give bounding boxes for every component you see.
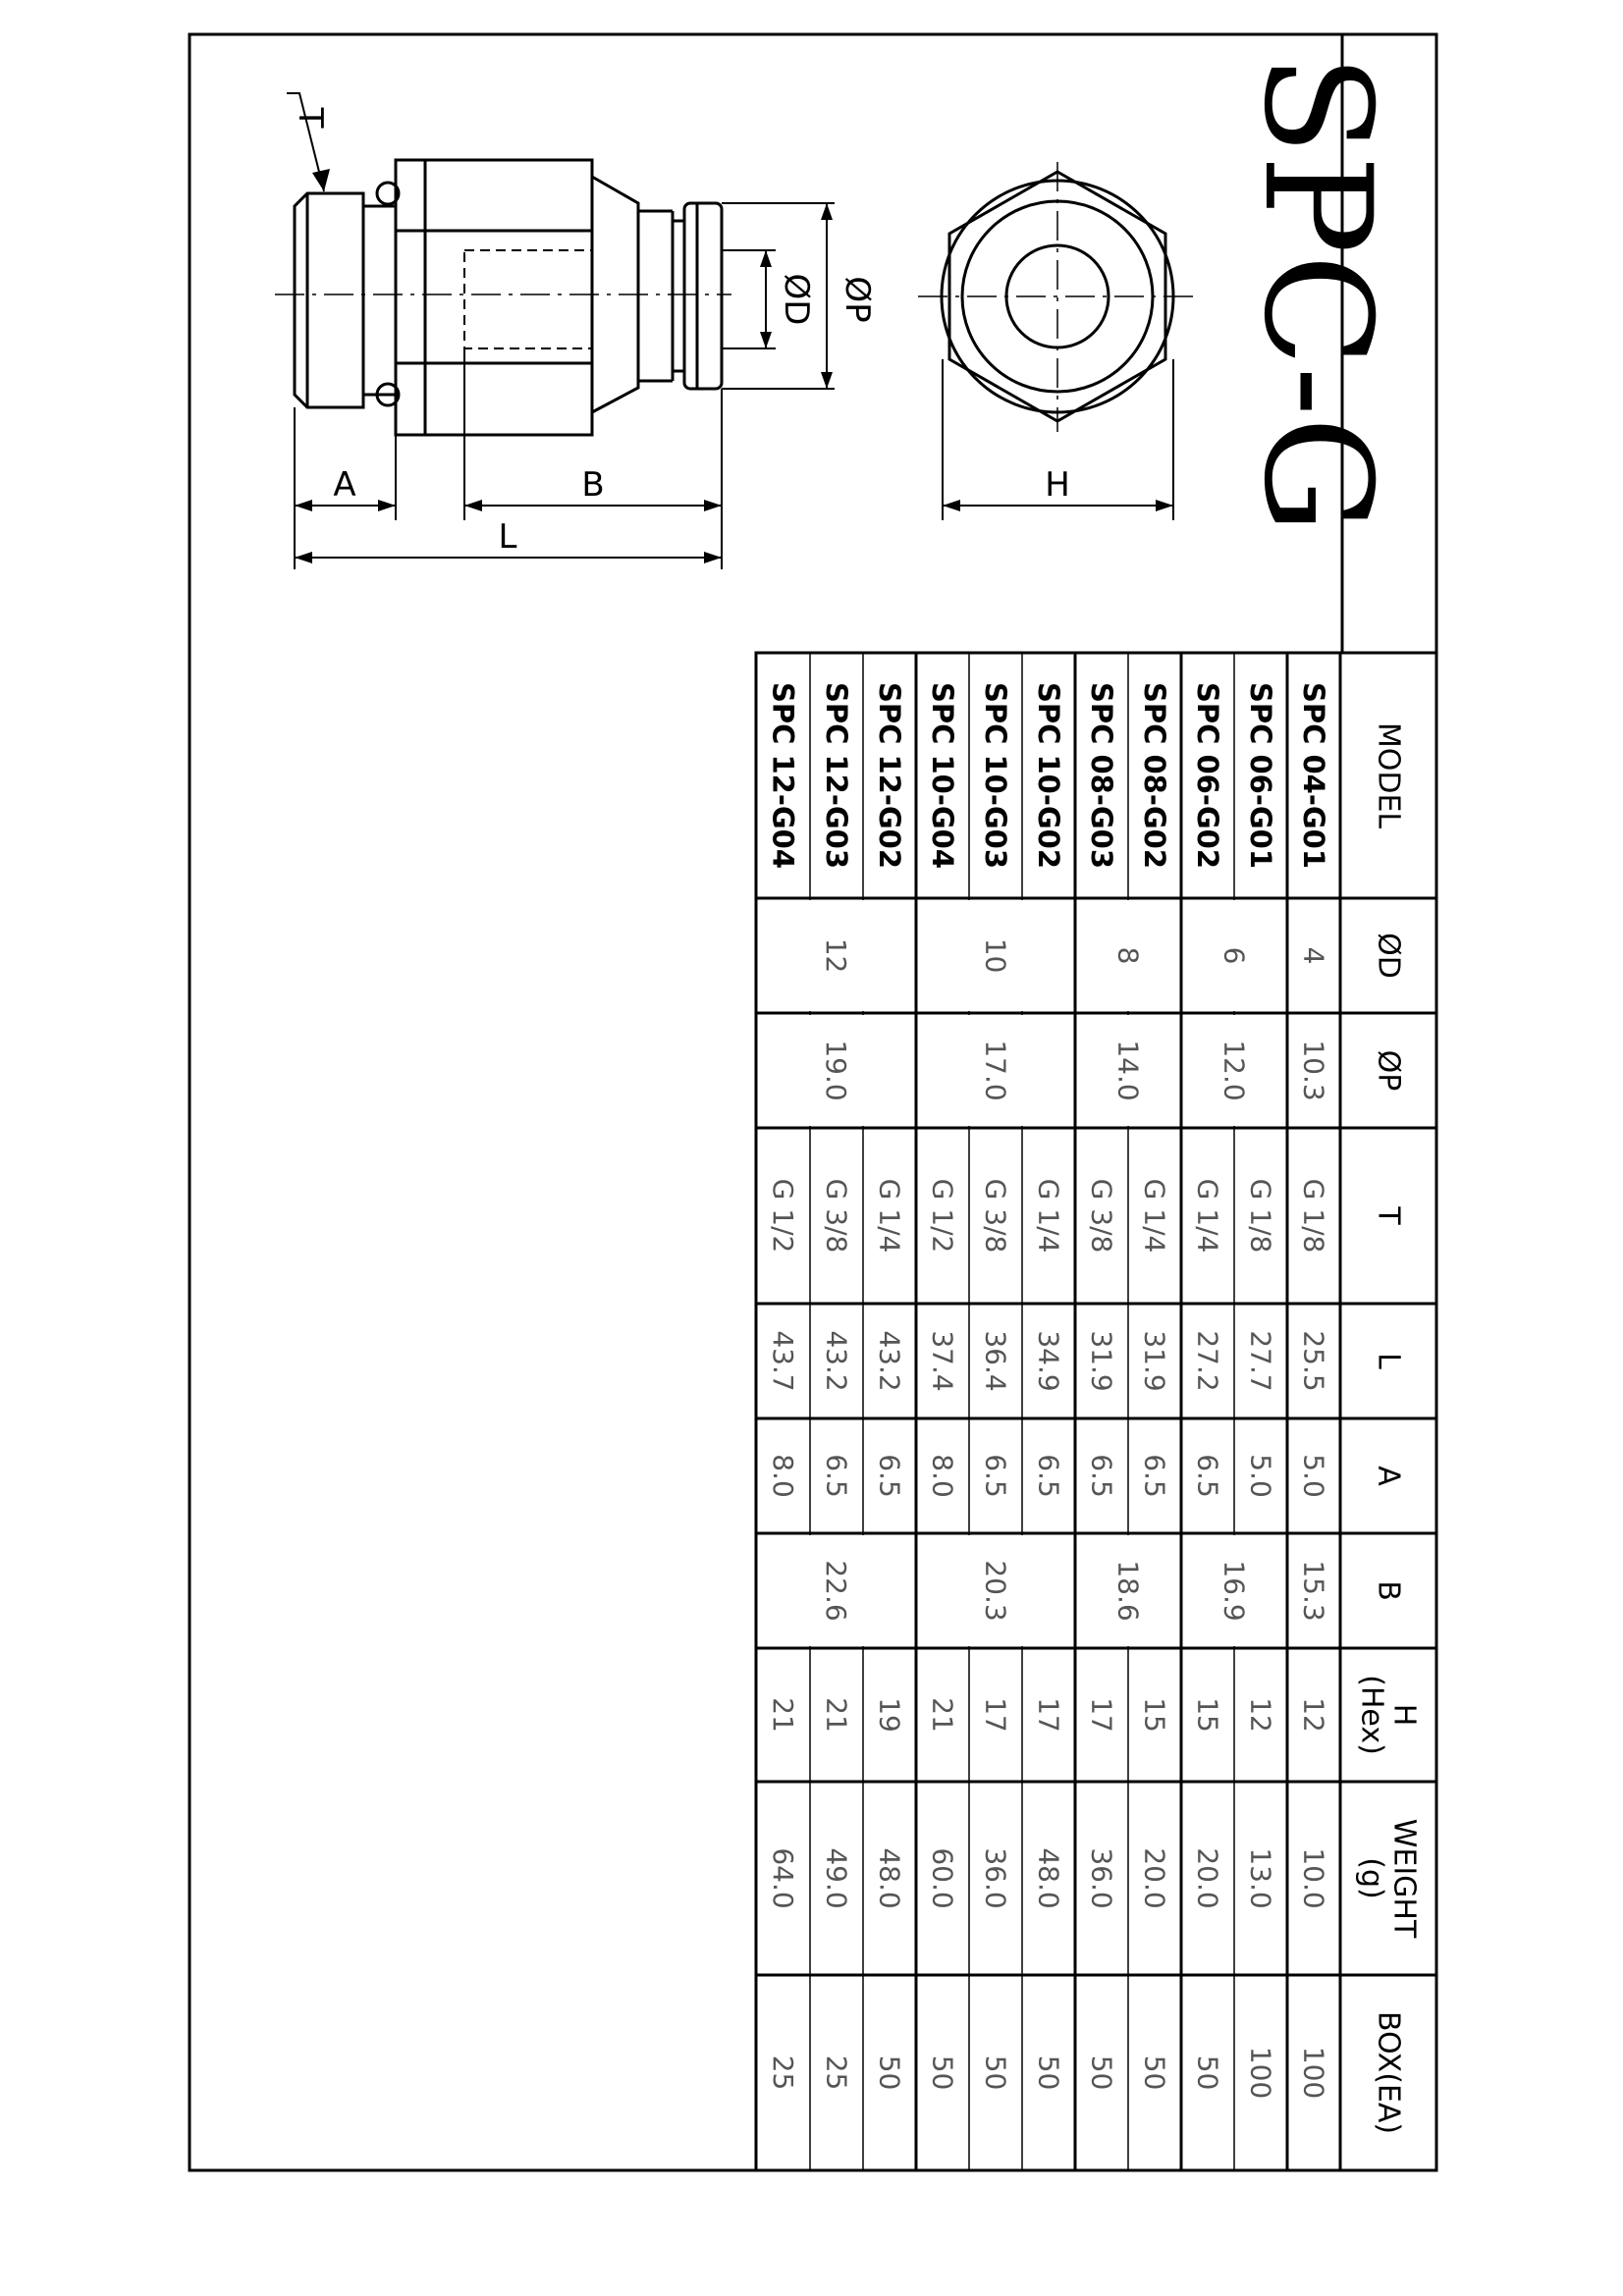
table-header-5: A xyxy=(1371,1466,1406,1486)
table-cell: 20.0 xyxy=(1138,1847,1171,1909)
table-cell: 50 xyxy=(1138,2055,1171,2091)
table-header-6: B xyxy=(1371,1580,1406,1601)
table-cell: 19 xyxy=(873,1697,906,1733)
table-cell: 21 xyxy=(767,1697,799,1733)
table-merged-cell: 22.6 xyxy=(820,1560,852,1622)
table-merged-cell: 10 xyxy=(979,937,1012,974)
table-cell: 6.5 xyxy=(873,1454,906,1498)
table-cell: G 1/2 xyxy=(767,1178,799,1254)
table-header-4: L xyxy=(1371,1353,1406,1369)
table-header-3: T xyxy=(1371,1206,1406,1225)
table-cell: 15 xyxy=(1138,1697,1171,1733)
table-cell: 100 xyxy=(1297,2046,1330,2100)
table-cell: 21 xyxy=(926,1697,959,1733)
table-cell: 25.5 xyxy=(1297,1330,1330,1392)
table-cell: 8.0 xyxy=(926,1454,959,1498)
table-cell: 64.0 xyxy=(767,1847,799,1909)
table-merged-cell: 19.0 xyxy=(820,1040,852,1101)
table-cell: 36.0 xyxy=(979,1847,1012,1909)
table-merged-cell: 8 xyxy=(1111,946,1145,965)
table-cell: 6.5 xyxy=(1085,1454,1118,1498)
table-model-cell: SPC 10-G04 xyxy=(926,681,959,870)
table-cell: 13.0 xyxy=(1244,1847,1277,1909)
dim-label-b: B xyxy=(581,465,605,505)
dim-label-t: T xyxy=(291,107,330,129)
table-merged-cell: 14.0 xyxy=(1111,1040,1145,1101)
table-merged-cell: 17.0 xyxy=(979,1040,1012,1101)
table-cell: 6.5 xyxy=(1191,1454,1224,1498)
dim-label-h: H xyxy=(1045,465,1070,505)
table-cell: 5.0 xyxy=(1297,1454,1330,1498)
table-cell: G 3/8 xyxy=(820,1178,853,1254)
table-cell: 50 xyxy=(1032,2055,1065,2091)
table-cell: 6.5 xyxy=(1032,1454,1065,1498)
table-cell: 20.0 xyxy=(1191,1847,1224,1909)
table-cell: 48.0 xyxy=(1032,1847,1065,1909)
table-cell: 25 xyxy=(820,2055,853,2091)
table-model-cell: SPC 06-G01 xyxy=(1244,681,1277,870)
table-merged-cell: 15.3 xyxy=(1297,1560,1330,1622)
table-cell: 50 xyxy=(1191,2055,1224,2091)
table-cell: 27.2 xyxy=(1191,1330,1224,1392)
table-model-cell: SPC 06-G02 xyxy=(1191,681,1224,870)
table-model-cell: SPC 12-G03 xyxy=(820,681,853,870)
table-cell: 31.9 xyxy=(1085,1330,1118,1392)
table-cell: G 3/8 xyxy=(1085,1178,1118,1254)
table-model-cell: SPC 10-G03 xyxy=(979,681,1012,870)
table-cell: 60.0 xyxy=(926,1847,959,1909)
table-cell: G 1/2 xyxy=(926,1178,959,1254)
table-model-cell: SPC 08-G02 xyxy=(1138,681,1171,870)
table-model-cell: SPC 12-G04 xyxy=(766,681,800,870)
table-cell: 50 xyxy=(926,2055,959,2091)
table-merged-cell: 10.3 xyxy=(1297,1040,1330,1101)
table-cell: 43.7 xyxy=(767,1330,799,1392)
dim-label-p: ØP xyxy=(838,276,877,323)
table-cell: 36.4 xyxy=(979,1330,1012,1392)
table-cell: 10.0 xyxy=(1297,1847,1330,1909)
table-cell: 37.4 xyxy=(926,1330,959,1392)
table-cell: 100 xyxy=(1244,2046,1277,2100)
table-cell: 34.9 xyxy=(1032,1330,1065,1392)
title: SPC-G xyxy=(1231,54,1402,534)
table-merged-cell: 18.6 xyxy=(1111,1560,1145,1622)
dim-label-d: ØD xyxy=(777,273,816,326)
table-cell: 6.5 xyxy=(820,1454,853,1498)
table-cell: 17 xyxy=(1085,1697,1118,1733)
table-header-7: H(Hex) xyxy=(1355,1675,1422,1755)
table-cell: 17 xyxy=(979,1697,1012,1733)
table-cell: 50 xyxy=(873,2055,906,2091)
table-cell: 31.9 xyxy=(1138,1330,1171,1392)
table-model-cell: SPC 10-G02 xyxy=(1032,681,1065,870)
table-cell: 15 xyxy=(1191,1697,1224,1733)
table-cell: G 1/4 xyxy=(1138,1178,1171,1254)
table-merged-cell: 20.3 xyxy=(979,1560,1012,1622)
table-cell: 17 xyxy=(1032,1697,1065,1733)
table-header-2: ØP xyxy=(1371,1049,1406,1092)
table-cell: 6.5 xyxy=(1138,1454,1171,1498)
table-model-cell: SPC 04-G01 xyxy=(1297,681,1330,870)
dim-label-a: A xyxy=(333,465,356,505)
table-cell: G 1/8 xyxy=(1297,1178,1330,1254)
table-cell: G 1/4 xyxy=(1191,1178,1224,1254)
table-header-0: MODEL xyxy=(1371,721,1406,829)
table-merged-cell: 6 xyxy=(1217,946,1251,965)
table-cell: 12 xyxy=(1244,1697,1277,1733)
table-cell: 50 xyxy=(1085,2055,1118,2091)
table-cell: 27.7 xyxy=(1244,1330,1277,1392)
table-cell: 43.2 xyxy=(873,1330,906,1392)
table-header-8: WEIGHT(g) xyxy=(1355,1818,1422,1939)
table-cell: 49.0 xyxy=(820,1847,853,1909)
dim-label-l: L xyxy=(498,517,517,557)
table-merged-cell: 4 xyxy=(1297,946,1330,965)
table-cell: 25 xyxy=(767,2055,799,2091)
table-header-1: ØD xyxy=(1371,933,1406,979)
table-cell: 36.0 xyxy=(1085,1847,1118,1909)
table-model-cell: SPC 08-G03 xyxy=(1085,681,1118,870)
table-cell: 8.0 xyxy=(767,1454,799,1498)
table-cell: G 1/8 xyxy=(1244,1178,1277,1254)
table-cell: 6.5 xyxy=(979,1454,1012,1498)
table-cell: 5.0 xyxy=(1244,1454,1277,1498)
table-cell: 50 xyxy=(979,2055,1012,2091)
table-merged-cell: 12.0 xyxy=(1217,1040,1251,1101)
table-merged-cell: 12 xyxy=(820,937,852,974)
table-cell: 43.2 xyxy=(820,1330,853,1392)
table-cell: G 1/4 xyxy=(1032,1178,1065,1254)
table-model-cell: SPC 12-G02 xyxy=(873,681,906,870)
table-cell: G 3/8 xyxy=(979,1178,1012,1254)
table-cell: 48.0 xyxy=(873,1847,906,1909)
table-cell: G 1/4 xyxy=(873,1178,906,1254)
table-cell: 12 xyxy=(1297,1697,1330,1733)
table-cell: 21 xyxy=(820,1697,853,1733)
table-merged-cell: 16.9 xyxy=(1217,1560,1251,1622)
table-header-9: BOX(EA) xyxy=(1371,2010,1406,2135)
